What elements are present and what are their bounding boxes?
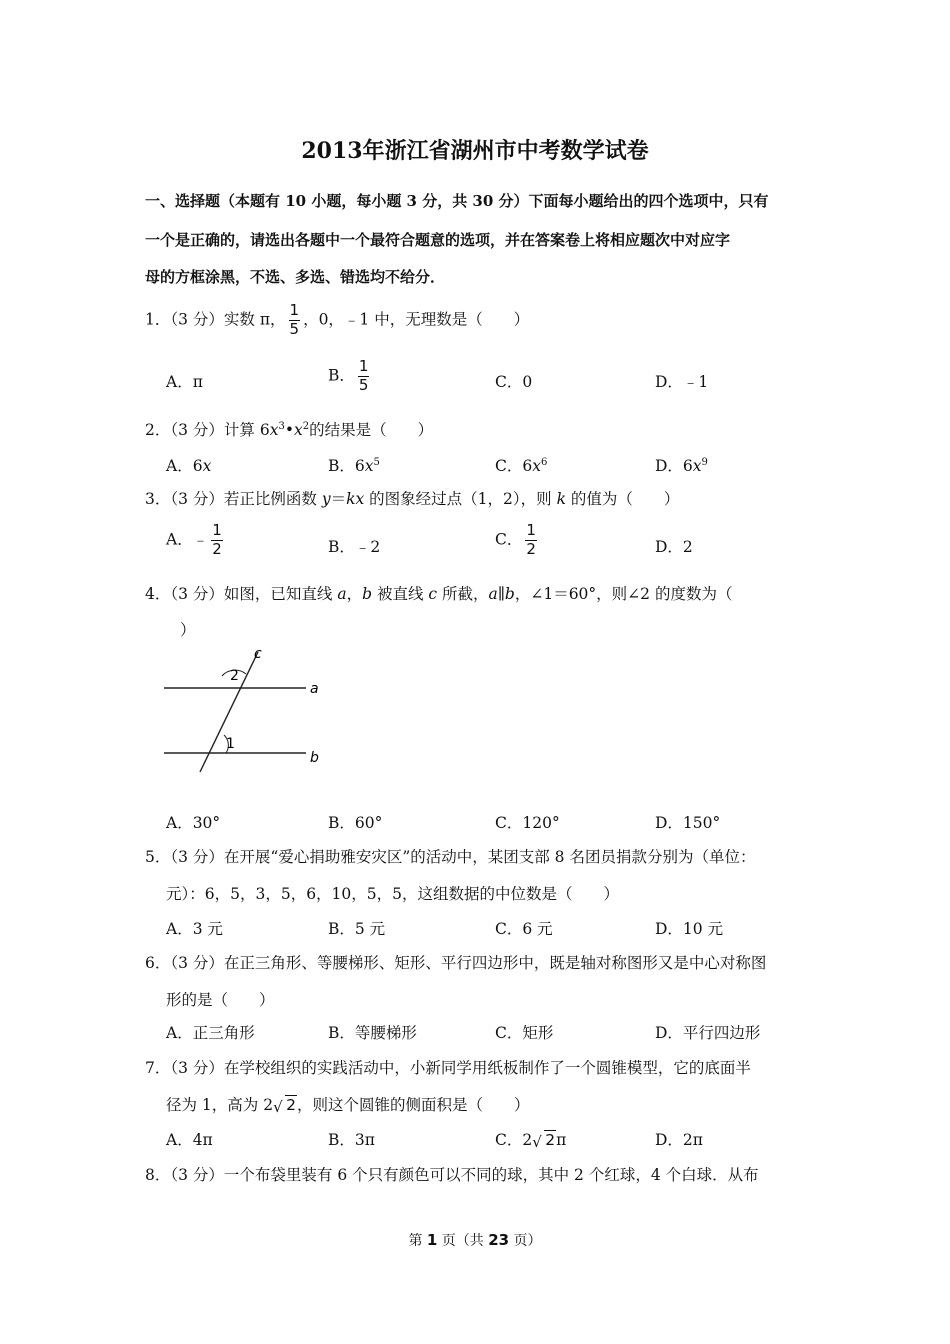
question-7-line1: 7．（3 分）在学校组织的实践活动中，小新同学用纸板制作了一个圆锥模型，它的底面半 bbox=[145, 1059, 751, 1077]
question-8-line1: 8．（3 分）一个布袋里装有 6 个只有颜色可以不同的球，其中 2 个红球，4 个白球．从布 bbox=[145, 1166, 759, 1184]
sqrt-icon: √ bbox=[532, 1133, 542, 1151]
label-angle-1: 1 bbox=[226, 736, 235, 752]
page-total: 23 bbox=[488, 1231, 510, 1249]
q4-figure bbox=[160, 644, 330, 776]
label-c: c bbox=[254, 646, 262, 662]
q3-option-a-fraction bbox=[211, 523, 223, 558]
frac-num: 1 bbox=[212, 521, 222, 539]
q7-option-c[interactable] bbox=[495, 1128, 566, 1150]
q3-option-c-fraction bbox=[525, 523, 537, 558]
page-footer bbox=[0, 1230, 950, 1250]
frac-den: 2 bbox=[526, 539, 536, 558]
q1-option-d[interactable]: D．﹣1 bbox=[655, 373, 709, 391]
q3-eq: ＝ bbox=[330, 490, 347, 508]
q2-var: x bbox=[269, 421, 279, 439]
section-instruction-line2: 一个是正确的，请选出各题中一个最符合题意的选项，并在答案卷上将相应题次中对应字 bbox=[145, 231, 731, 249]
q4-option-c[interactable]: C．120° bbox=[495, 814, 560, 832]
q2-option-c[interactable] bbox=[495, 454, 547, 476]
opt-exp: 5 bbox=[373, 456, 380, 468]
q1-fraction bbox=[289, 303, 301, 338]
question-5-line2: 元）：6，5，3，5，6，10，5，5，这组数据的中位数是（ ） bbox=[166, 885, 620, 903]
q1-stem-part: 1．（3 分）实数 π， bbox=[145, 310, 286, 329]
opt-label: C．6 bbox=[495, 457, 533, 475]
q4-stem-part: 4．（3 分）如图，已知直线 bbox=[145, 585, 338, 603]
q4-stem-part: 所截， bbox=[437, 585, 489, 603]
page-number: 1 bbox=[426, 1231, 438, 1249]
opt-var: x bbox=[532, 457, 541, 475]
q2-stem-part: 的结果是（ ） bbox=[309, 421, 434, 439]
q5-option-a[interactable]: A．3 元 bbox=[166, 920, 223, 938]
q1-stem-part: ，0，﹣1 中，无理数是（ ） bbox=[303, 310, 530, 329]
q1-option-b-fraction bbox=[358, 359, 370, 394]
q6-option-b[interactable]: B．等腰梯形 bbox=[328, 1024, 417, 1042]
q7-sqrt bbox=[273, 1096, 297, 1114]
q4-option-d[interactable]: D．150° bbox=[655, 814, 721, 832]
question-6-line1: 6．（3 分）在正三角形、等腰梯形、矩形、平行四边形中，既是轴对称图形又是中心对称图 bbox=[145, 954, 767, 972]
q5-option-b[interactable]: B．5 元 bbox=[328, 920, 386, 938]
q4-option-a[interactable]: A．30° bbox=[166, 814, 221, 832]
q6-option-c[interactable]: C．矩形 bbox=[495, 1024, 554, 1042]
opt-label: A．6 bbox=[166, 457, 203, 475]
line-c bbox=[200, 652, 258, 772]
frac-num: 1 bbox=[526, 521, 536, 539]
q1-frac-num: 1 bbox=[289, 301, 300, 319]
sqrt-icon: √ bbox=[273, 1098, 283, 1116]
q1-option-b[interactable] bbox=[328, 359, 372, 394]
opt-var: x bbox=[364, 457, 374, 475]
q4-comma: ， bbox=[346, 585, 363, 603]
q5-option-c[interactable]: C．6 元 bbox=[495, 920, 553, 938]
q7-option-c-sqrt bbox=[532, 1131, 556, 1149]
question-4-stem bbox=[145, 582, 732, 604]
q3-var: k bbox=[556, 490, 566, 508]
frac-num: 1 bbox=[358, 357, 369, 375]
q2-option-a[interactable] bbox=[166, 454, 211, 476]
q1-option-b-label: B． bbox=[328, 366, 355, 385]
q4-stem-part: ，∠1＝60°，则∠2 的度数为（ bbox=[514, 585, 733, 603]
q4-var: b bbox=[362, 585, 373, 603]
q3-option-a[interactable] bbox=[166, 523, 226, 558]
opt-label: B．6 bbox=[328, 457, 365, 475]
question-5-line1: 5．（3 分）在开展“爱心捐助雅安灾区”的活动中，某团支部 8 名团员捐款分别为（单位： bbox=[145, 848, 756, 866]
opt-var: x bbox=[692, 457, 702, 475]
q2-var: x bbox=[293, 421, 303, 439]
q4-parallel: a∥b bbox=[488, 585, 515, 603]
q4-stem-part: 被直线 bbox=[372, 585, 429, 603]
opt-label: D．6 bbox=[655, 457, 693, 475]
q2-exp: 2 bbox=[302, 420, 310, 432]
footer-text: 页） bbox=[509, 1233, 542, 1249]
q3-var: y bbox=[321, 490, 331, 508]
q3-stem-part: 的值为（ ） bbox=[565, 490, 680, 508]
section-instruction-line3: 母的方框涂黑，不选、多选、错选均不给分． bbox=[145, 268, 446, 286]
q3-stem-part: 的图象经过点（1，2），则 bbox=[364, 490, 557, 508]
q7-stem-part: ，则这个圆锥的侧面积是（ ） bbox=[296, 1096, 530, 1114]
q3-option-b[interactable]: B．﹣2 bbox=[328, 538, 381, 556]
opt-exp: 6 bbox=[540, 456, 548, 468]
q3-option-c[interactable] bbox=[495, 523, 540, 558]
q7-option-d[interactable]: D．2π bbox=[655, 1131, 703, 1149]
q2-dot: • bbox=[284, 421, 294, 439]
q6-option-d[interactable]: D．平行四边形 bbox=[655, 1024, 761, 1042]
footer-text: 第 bbox=[408, 1233, 427, 1249]
opt-var: x bbox=[202, 457, 212, 475]
q6-option-a[interactable]: A．正三角形 bbox=[166, 1024, 255, 1042]
question-6-line2: 形的是（ ） bbox=[166, 991, 275, 1009]
q7-option-a[interactable]: A．4π bbox=[166, 1131, 213, 1149]
q3-var: kx bbox=[346, 490, 365, 508]
opt-exp: 9 bbox=[701, 456, 708, 468]
q2-option-d[interactable] bbox=[655, 454, 708, 476]
section-instruction-line1: 一、选择题（本题有 10 小题，每小题 3 分，共 30 分）下面每小题给出的四个选项中，只有 bbox=[145, 192, 769, 210]
sqrt-radicand: 2 bbox=[286, 1096, 296, 1114]
q4-stem-close: ） bbox=[180, 621, 196, 639]
label-b: b bbox=[310, 750, 319, 766]
q2-stem-part: 2．（3 分）计算 6 bbox=[145, 421, 270, 439]
q2-exp: 3 bbox=[278, 420, 285, 432]
question-7-line2 bbox=[166, 1093, 529, 1115]
question-1-stem bbox=[145, 303, 529, 338]
q5-option-d[interactable]: D．10 元 bbox=[655, 920, 724, 938]
opt-label: C． bbox=[495, 530, 523, 549]
opt-suffix: π bbox=[556, 1131, 567, 1149]
question-2-stem bbox=[145, 418, 433, 440]
sqrt-radicand: 2 bbox=[545, 1131, 556, 1149]
q4-var: a bbox=[337, 585, 347, 603]
q1-option-c[interactable]: C．0 bbox=[495, 373, 533, 391]
footer-text: 页（共 bbox=[437, 1233, 489, 1249]
q1-frac-den: 5 bbox=[289, 319, 300, 338]
q1-option-a[interactable]: A．π bbox=[166, 373, 203, 391]
q7-option-b[interactable]: B．3π bbox=[328, 1131, 375, 1149]
q4-option-b[interactable]: B．60° bbox=[328, 814, 383, 832]
opt-label: C．2 bbox=[495, 1131, 533, 1149]
question-3-stem bbox=[145, 487, 679, 509]
page-title: 2013年浙江省湖州市中考数学试卷 bbox=[301, 138, 649, 164]
q7-stem-part: 径为 1，高为 2 bbox=[166, 1096, 274, 1114]
frac-den: 5 bbox=[358, 375, 369, 394]
label-a: a bbox=[310, 681, 319, 697]
q2-option-b[interactable] bbox=[328, 454, 380, 476]
q4-var: c bbox=[428, 585, 438, 603]
q3-option-d[interactable]: D．2 bbox=[655, 538, 693, 556]
frac-den: 2 bbox=[212, 539, 222, 558]
label-angle-2: 2 bbox=[230, 668, 239, 684]
opt-label: A．﹣ bbox=[166, 530, 209, 549]
q3-stem-part: 3．（3 分）若正比例函数 bbox=[145, 490, 322, 508]
